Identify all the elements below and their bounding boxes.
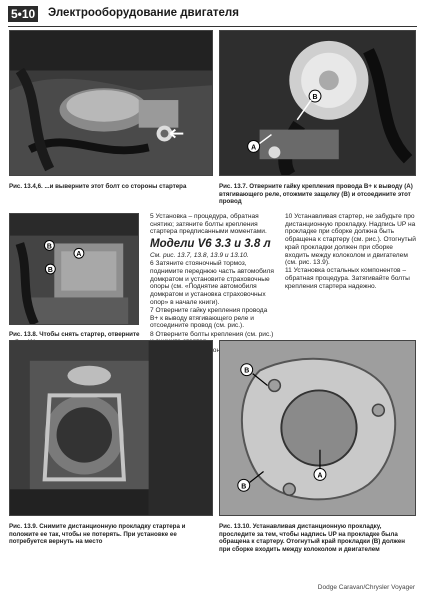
svg-text:A: A (76, 251, 82, 259)
photo-starter-bolt (9, 30, 213, 176)
callout-marker-b (45, 264, 55, 274)
callout-marker-a (314, 469, 326, 481)
header-rule (8, 26, 417, 27)
step-5-paragraph: 5 Установка – процедура, обратная снятию; затяните болты крепления стартера предписанными моментами. (150, 213, 267, 236)
callout-marker-b (44, 241, 54, 251)
page-header (8, 6, 417, 24)
photo-spacer-removal (9, 340, 213, 516)
callout-marker-a (74, 248, 84, 258)
figure-caption: Рис. 13.10. Устанавливая дистанционную прокладку, проследите за тем, чтобы надпись UP на прокладке была обращена к стартеру. Отогнутый край прокладки (B) должен при сборке входить между колоколом и двигателем (219, 523, 406, 553)
figure-caption: Рис. 13.4,6. ...и выверните этот болт со стороны стартера (9, 183, 187, 190)
footer-vehicle-model: Dodge Caravan/Chrysler Voyager (317, 584, 415, 591)
right-text-column (285, 213, 416, 291)
chapter-title: Электрооборудование двигателя (48, 7, 239, 19)
step-6-paragraph: 6 Затяните стояночный тормоз, поднимите переднюю часть автомобиля домкратом и установите страховочные опоры (см. «Поднятие автомобиля домкратом и установка страховочных опор» в начале книги). (150, 260, 274, 306)
svg-text:A: A (317, 472, 323, 480)
svg-text:B: B (312, 94, 318, 102)
section-subtitle: См. рис. 13.7, 13.8, 13.9 и 13.10. (150, 252, 249, 260)
figure-caption: Рис. 13.9. Снимите дистанционную прокладку стартера и положите ее так, чтобы не потерять. При установке ее потребуется вернуть на место (9, 523, 186, 546)
photo-starter-removal (9, 213, 139, 325)
photo-spacer-install (219, 340, 416, 516)
svg-text:B: B (46, 243, 52, 251)
svg-text:B: B (241, 483, 247, 491)
step-10-paragraph: 10 Устанавливая стартер, не забудьте про дистанционную прокладку. Надпись UP на прокладке при сборке должна быть обращена к стартеру (см. рис.). Отогнутый край прокладки должен при сборке входить между колоколом и двигателем (см. рис. 13.9). (285, 213, 416, 267)
svg-text:B: B (244, 367, 250, 375)
step-8-paragraph: 8 Отверните болты крепления (см. рис.) (150, 330, 274, 338)
svg-text:B: B (47, 266, 53, 274)
step-7-paragraph: 7 Отверните гайку крепления провода B+ к выводу втягивающего реле и отсоедините провод (см. рис.). (150, 307, 268, 330)
figure-caption: Рис. 13.7. Отверните гайку крепления провода B+ к выводу (A) втягивающего реле, отожмите защелку (B) и отсоедините этот провод (219, 183, 413, 206)
step-11-paragraph: 11 Установка остальных компонентов – обратная процедура. Затягивайте болты крепления стартера надежно. (285, 267, 410, 290)
callout-marker-a (248, 140, 260, 152)
callout-marker-b (238, 479, 250, 491)
figure-caption: Рис. 13.8. Чтобы снять стартер, отверните (9, 331, 140, 338)
page-number: 5•10 (8, 6, 38, 22)
photo-b-plus-terminal (219, 30, 416, 176)
svg-text:A: A (251, 144, 257, 152)
section-heading: Модели V6 3.3 и 3.8 л (150, 238, 271, 251)
callout-marker-b (241, 364, 253, 376)
